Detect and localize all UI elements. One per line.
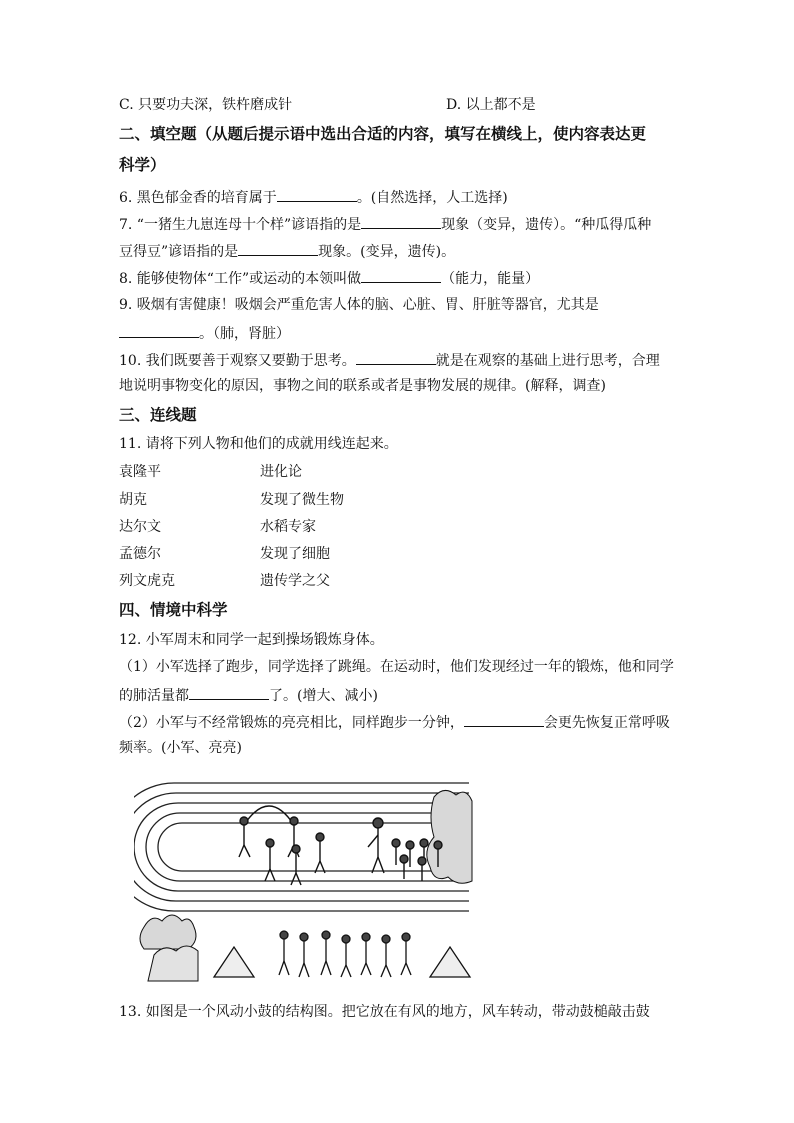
q6-post: 。(自然选择，人工选择) bbox=[356, 190, 508, 206]
q9-post: 。（肺，肾脏） bbox=[199, 326, 290, 342]
playground-track-illustration bbox=[134, 777, 474, 987]
q10-line1 bbox=[119, 350, 660, 370]
q7-answer-blank-1[interactable] bbox=[361, 214, 441, 229]
q6 bbox=[119, 187, 508, 207]
q7-line2-pre: 豆得豆”谚语指的是 bbox=[119, 244, 239, 260]
q5-option-d: D. 以上都不是 bbox=[446, 97, 536, 113]
q11-person-3: 达尔文 bbox=[119, 519, 161, 535]
q12-sub2-post: 会更先恢复正常呼吸 bbox=[543, 715, 670, 731]
q11-person-4: 孟德尔 bbox=[119, 546, 161, 562]
q10-pre: 10. 我们既要善于观察又要勤于思考。 bbox=[119, 353, 356, 369]
q11-achievement-2: 发现了微生物 bbox=[260, 492, 344, 508]
section3-title: 三、连线题 bbox=[119, 405, 197, 424]
q12-sub1-pre: 的肺活量都 bbox=[119, 688, 189, 704]
q8 bbox=[119, 268, 539, 288]
q6-answer-blank[interactable] bbox=[277, 187, 357, 202]
q11-achievement-5: 遗传学之父 bbox=[260, 573, 330, 589]
q7-pre: 7. “一猪生九崽连母十个样”谚语指的是 bbox=[119, 217, 362, 233]
q12-sub1-line1: （1）小军选择了跑步，同学选择了跳绳。在运动时，他们发现经过一年的锻炼，他和同学 bbox=[119, 659, 674, 675]
q7-line2 bbox=[119, 241, 455, 261]
q12-sub2-answer-blank[interactable] bbox=[464, 712, 544, 727]
q9-line1: 9. 吸烟有害健康！吸烟会严重危害人体的脑、心脏、胃、肝脏等器官，尤其是 bbox=[119, 297, 599, 313]
q7-mid: 现象（变异，遗传）。“种瓜得瓜种 bbox=[441, 217, 652, 233]
q6-pre: 6. 黑色郁金香的培育属于 bbox=[119, 190, 277, 206]
q7-answer-blank-2[interactable] bbox=[238, 241, 318, 256]
section2-title-line2: 科学） bbox=[119, 155, 166, 174]
q12-sub2-pre: （2）小军与不经常锻炼的亮亮相比，同样跑步一分钟， bbox=[119, 715, 464, 731]
q12-sub2-line1 bbox=[119, 712, 670, 732]
q12-stem: 12. 小军周末和同学一起到操场锻炼身体。 bbox=[119, 632, 384, 648]
q10-post: 就是在观察的基础上进行思考，合理 bbox=[435, 353, 660, 369]
section2-title-line1: 二、填空题（从题后提示语中选出合适的内容，填写在横线上，使内容表达更 bbox=[119, 124, 647, 143]
q9-answer-blank[interactable] bbox=[119, 323, 199, 338]
q11-person-2: 胡克 bbox=[119, 492, 147, 508]
q12-sub1-post: 了。(增大、减小) bbox=[269, 688, 378, 704]
q8-post: （能力，能量） bbox=[441, 271, 540, 287]
q7-line1 bbox=[119, 214, 651, 234]
q11-achievement-1: 进化论 bbox=[260, 464, 302, 480]
q12-sub1-line2 bbox=[119, 685, 378, 705]
q10-answer-blank[interactable] bbox=[356, 350, 436, 365]
q12-sub1-answer-blank[interactable] bbox=[189, 685, 269, 700]
q7-line2-post: 现象。(变异，遗传)。 bbox=[318, 244, 456, 260]
q11-achievement-4: 发现了细胞 bbox=[260, 546, 330, 562]
q8-pre: 8. 能够使物体“工作”或运动的本领叫做 bbox=[119, 271, 362, 287]
q12-sub2-line2: 频率。(小军、亮亮) bbox=[119, 740, 242, 756]
q11-person-5: 列文虎克 bbox=[119, 573, 175, 589]
q9-line2 bbox=[119, 323, 290, 343]
q8-answer-blank[interactable] bbox=[361, 268, 441, 283]
q11-stem: 11. 请将下列人物和他们的成就用线连起来。 bbox=[119, 436, 398, 452]
section4-title: 四、情境中科学 bbox=[119, 600, 228, 619]
q10-line2: 地说明事物变化的原因，事物之间的联系或者是事物发展的规律。(解释，调查) bbox=[119, 378, 606, 394]
q11-achievement-3: 水稻专家 bbox=[260, 519, 316, 535]
q11-person-1: 袁隆平 bbox=[119, 464, 161, 480]
q13-stem: 13. 如图是一个风动小鼓的结构图。把它放在有风的地方，风车转动，带动鼓槌敲击鼓 bbox=[119, 1004, 650, 1020]
q5-option-c: C. 只要功夫深，铁杵磨成针 bbox=[119, 97, 293, 113]
